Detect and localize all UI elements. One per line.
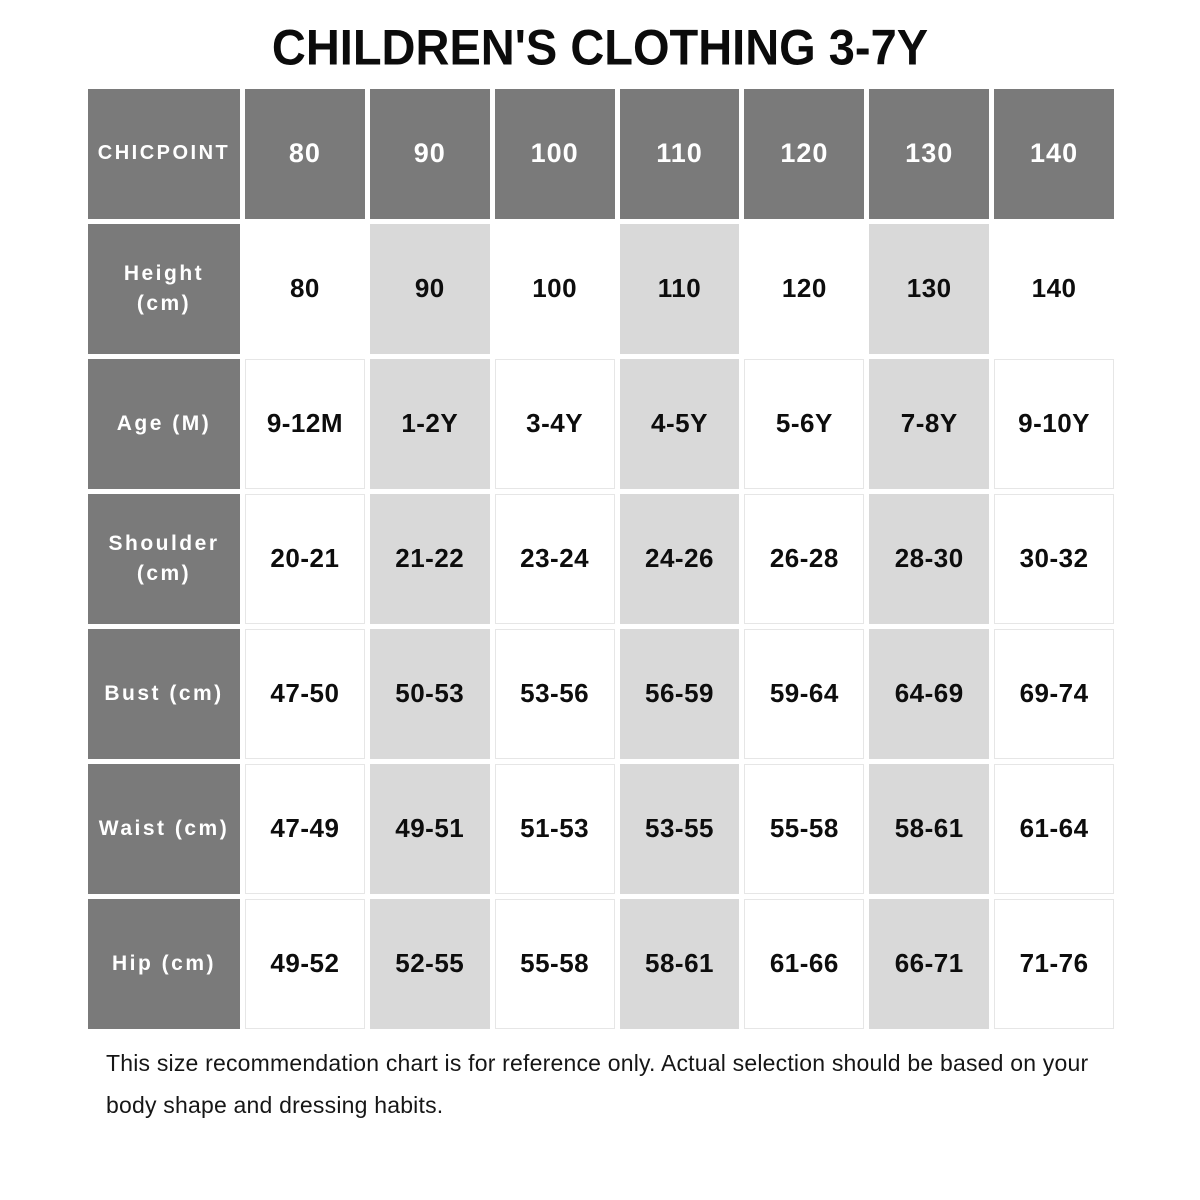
row-label: Waist (cm) <box>88 764 240 894</box>
table-cell: 53-56 <box>495 629 615 759</box>
table-cell: 5-6Y <box>744 359 864 489</box>
table-cell: 66-71 <box>869 899 989 1029</box>
table-cell: 9-10Y <box>994 359 1114 489</box>
table-cell: 55-58 <box>495 899 615 1029</box>
table-cell: 58-61 <box>869 764 989 894</box>
table-cell: 100 <box>495 224 615 354</box>
table-cell: 49-51 <box>370 764 490 894</box>
table-cell: 56-59 <box>620 629 740 759</box>
table-cell: 30-32 <box>994 494 1114 624</box>
table-cell: 71-76 <box>994 899 1114 1029</box>
table-cell: 47-50 <box>245 629 365 759</box>
table-cell: 47-49 <box>245 764 365 894</box>
table-cell: 50-53 <box>370 629 490 759</box>
row-label: Height (cm) <box>88 224 240 354</box>
footnote-text: This size recommendation chart is for reference only. Actual selection should be based on your body shape and dressing habits. <box>106 1049 1089 1118</box>
table-cell: 49-52 <box>245 899 365 1029</box>
row-label: Hip (cm) <box>88 899 240 1029</box>
table-cell: 110 <box>620 224 740 354</box>
column-header-80: 80 <box>245 89 365 219</box>
table-cell: 21-22 <box>370 494 490 624</box>
table-cell: 130 <box>869 224 989 354</box>
table-cell: 140 <box>994 224 1114 354</box>
column-header-140: 140 <box>994 89 1114 219</box>
table-cell: 64-69 <box>869 629 989 759</box>
row-label: Shoulder (cm) <box>88 494 240 624</box>
row-label: Age (M) <box>88 359 240 489</box>
table-cell: 53-55 <box>620 764 740 894</box>
row-label: Bust (cm) <box>88 629 240 759</box>
column-header-130: 130 <box>869 89 989 219</box>
table-cell: 3-4Y <box>495 359 615 489</box>
column-header-100: 100 <box>495 89 615 219</box>
table-cell: 55-58 <box>744 764 864 894</box>
column-header-90: 90 <box>370 89 490 219</box>
table-cell: 90 <box>370 224 490 354</box>
table-cell: 9-12M <box>245 359 365 489</box>
table-cell: 23-24 <box>495 494 615 624</box>
table-cell: 51-53 <box>495 764 615 894</box>
table-cell: 80 <box>245 224 365 354</box>
table-cell: 58-61 <box>620 899 740 1029</box>
table-cell: 120 <box>744 224 864 354</box>
brand-header-cell: CHICPOINT <box>88 89 240 219</box>
table-cell: 52-55 <box>370 899 490 1029</box>
table-cell: 1-2Y <box>370 359 490 489</box>
size-table <box>88 89 1114 1029</box>
table-cell: 7-8Y <box>869 359 989 489</box>
table-cell: 20-21 <box>245 494 365 624</box>
table-cell: 59-64 <box>744 629 864 759</box>
table-cell: 26-28 <box>744 494 864 624</box>
table-cell: 24-26 <box>620 494 740 624</box>
table-cell: 4-5Y <box>620 359 740 489</box>
page-title: CHILDREN'S CLOTHING 3-7Y <box>271 18 929 76</box>
size-chart-page <box>0 20 1200 1200</box>
table-cell: 28-30 <box>869 494 989 624</box>
table-cell: 69-74 <box>994 629 1114 759</box>
table-cell: 61-66 <box>744 899 864 1029</box>
column-header-120: 120 <box>744 89 864 219</box>
column-header-110: 110 <box>620 89 740 219</box>
table-cell: 61-64 <box>994 764 1114 894</box>
